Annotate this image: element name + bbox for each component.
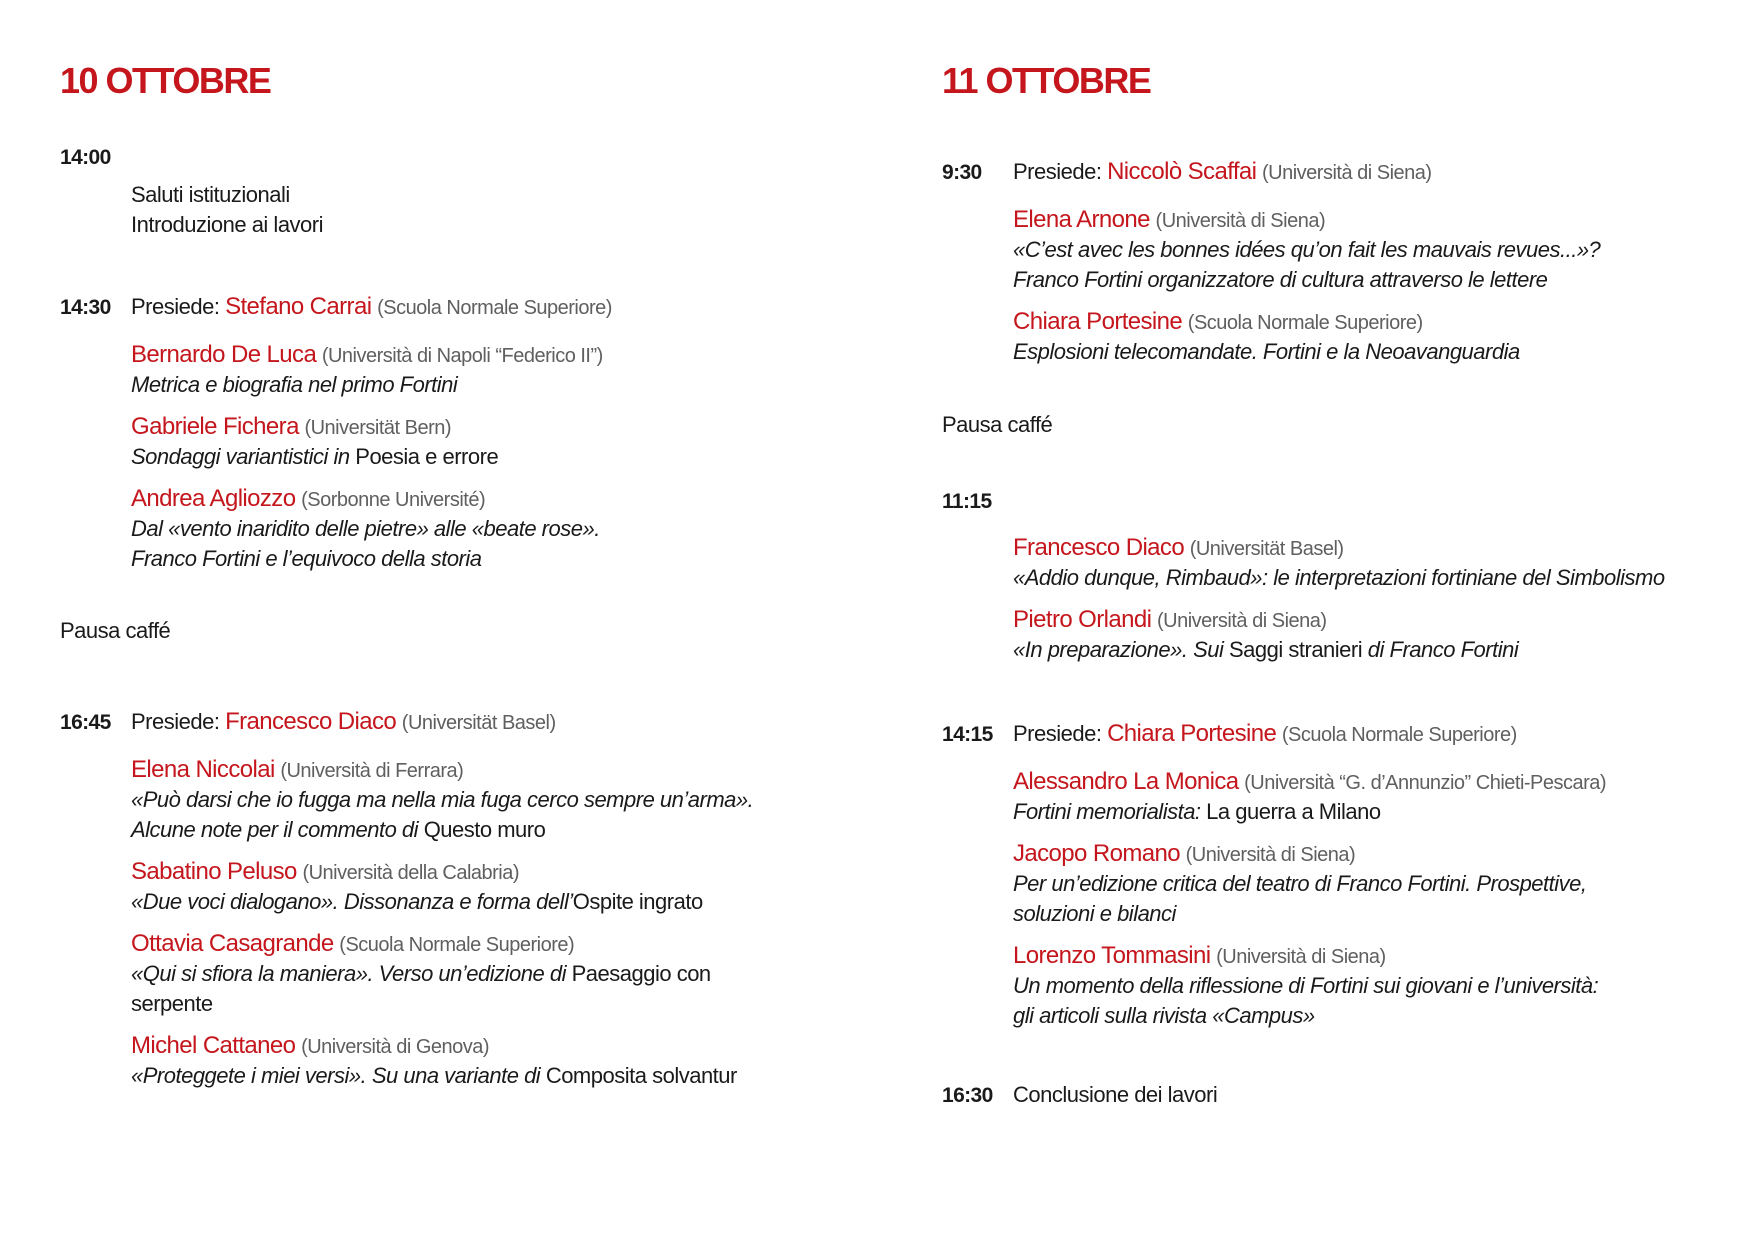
work-title: La guerra a Milano (1206, 799, 1381, 824)
speaker-name: Elena Arnone (1013, 206, 1150, 233)
talk-title (131, 1061, 737, 1091)
talk-title (131, 959, 711, 989)
speaker-affiliation: (Università di Napoli “Federico II”) (321, 345, 603, 367)
speaker-name: Sabatino Peluso (131, 858, 297, 885)
speaker-affiliation: (Università di Siena) (1216, 946, 1386, 968)
talk-title (131, 815, 545, 845)
speaker (1013, 307, 1423, 338)
talk-title-part: Sondaggi variantistici in (131, 444, 350, 469)
session-chair (1013, 719, 1517, 750)
chair-affiliation: (Scuola Normale Superiore) (377, 297, 612, 319)
talk-title: Per un’edizione critica del teatro di Franco Fortini. Prospettive, (1013, 871, 1587, 896)
talk-title: Esplosioni telecomandate. Fortini e la Neoavanguardia (1013, 339, 1520, 364)
speaker-name: Chiara Portesine (1013, 308, 1183, 335)
talk-title: Un momento della riflessione di Fortini sui giovani e l’università: (1013, 973, 1599, 998)
talk-title-part: «Due voci dialogano». Dissonanza e forma dell’ (131, 889, 573, 914)
speaker-affiliation: (Universität Bern) (304, 417, 452, 439)
speaker (131, 929, 574, 960)
time-slot: 16:30 (942, 1084, 993, 1107)
talk-title (1013, 797, 1381, 827)
talk-title: Metrica e biografia nel primo Fortini (131, 372, 458, 397)
session-chair (131, 292, 612, 323)
speaker (1013, 205, 1325, 236)
talk-title-part: Alcune note per il commento di (131, 817, 419, 842)
speaker-affiliation: (Università della Calabria) (302, 862, 520, 884)
chair-affiliation: (Scuola Normale Superiore) (1281, 724, 1517, 746)
work-title: Questo muro (423, 817, 546, 842)
chair-label: Presiede: (1013, 159, 1102, 184)
talk-title: soluzioni e bilanci (1013, 901, 1176, 926)
talk-title: «Può darsi che io fugga ma nella mia fuga cerco sempre un’arma». (131, 787, 754, 812)
speaker (131, 857, 519, 888)
chair-name: Francesco Diaco (225, 708, 397, 735)
talk-title: «C’est avec les bonnes idées qu’on fait les mauvais revues...»? (1013, 237, 1601, 262)
chair-name: Chiara Portesine (1107, 720, 1277, 747)
speaker-name: Bernardo De Luca (131, 341, 317, 368)
talk-title (131, 887, 703, 917)
day-title: 11 OTTOBRE (942, 60, 1151, 101)
speaker (131, 1031, 489, 1062)
talk-title: Franco Fortini organizzatore di cultura attraverso le lettere (1013, 267, 1548, 292)
work-title: Paesaggio con (571, 961, 711, 986)
agenda-item: Saluti istituzionali (131, 182, 290, 207)
speaker-affiliation: (Università di Genova) (301, 1036, 490, 1058)
chair-name: Niccolò Scaffai (1107, 158, 1257, 185)
speaker (131, 755, 463, 786)
speaker-name: Elena Niccolai (131, 756, 275, 783)
day-title: 10 OTTOBRE (60, 60, 271, 101)
work-title: Ospite ingrato (572, 889, 703, 914)
talk-title: «Addio dunque, Rimbaud»: le interpretazioni fortiniane del Simbolismo (1013, 565, 1665, 590)
agenda-item: Introduzione ai lavori (131, 212, 324, 237)
chair-label: Presiede: (131, 294, 220, 319)
speaker-affiliation: (Scuola Normale Superiore) (339, 934, 575, 956)
speaker (131, 484, 485, 515)
chair-affiliation: (Università di Siena) (1262, 162, 1432, 184)
speaker-affiliation: (Università di Siena) (1155, 210, 1326, 232)
speaker (1013, 839, 1355, 870)
session-chair (1013, 157, 1432, 188)
speaker (1013, 767, 1606, 798)
session-chair (131, 707, 556, 738)
coffee-break: Pausa caffé (942, 412, 1053, 437)
speaker-name: Pietro Orlandi (1013, 606, 1152, 633)
chair-label: Presiede: (1013, 721, 1102, 746)
time-slot: 11:15 (942, 490, 992, 513)
chair-label: Presiede: (131, 709, 220, 734)
speaker-name: Jacopo Romano (1013, 840, 1180, 867)
talk-title (1013, 635, 1518, 665)
speaker-name: Lorenzo Tommasini (1013, 942, 1211, 969)
chair-affiliation: (Universität Basel) (401, 712, 556, 734)
talk-title (131, 442, 498, 472)
speaker-affiliation: (Scuola Normale Superiore) (1187, 312, 1423, 334)
talk-title: gli articoli sulla rivista «Campus» (1013, 1003, 1315, 1028)
speaker-name: Gabriele Fichera (131, 413, 299, 440)
talk-title-part: «Proteggete i miei versi». Su una variante di (131, 1063, 541, 1088)
speaker (131, 340, 603, 371)
talk-title: Dal «vento inaridito delle pietre» alle «beate rose». (131, 516, 600, 541)
work-title: serpente (131, 991, 213, 1016)
speaker-name: Alessandro La Monica (1013, 768, 1239, 795)
speaker-affiliation: (Università di Siena) (1185, 844, 1356, 866)
speaker (1013, 605, 1327, 636)
talk-title: Franco Fortini e l’equivoco della storia (131, 546, 482, 571)
work-title: Composita solvantur (545, 1063, 737, 1088)
speaker (131, 412, 451, 443)
time-slot: 14:00 (60, 146, 111, 169)
speaker-name: Michel Cattaneo (131, 1032, 296, 1059)
time-slot: 16:45 (60, 711, 111, 734)
chair-name: Stefano Carrai (225, 293, 372, 320)
speaker-affiliation: (Università di Ferrara) (280, 760, 464, 782)
speaker-name: Andrea Agliozzo (131, 485, 296, 512)
speaker-affiliation: (Università “G. d’Annunzio” Chieti-Pescara) (1244, 772, 1607, 794)
speaker (1013, 941, 1386, 972)
time-slot: 14:15 (942, 723, 993, 746)
speaker-affiliation: (Sorbonne Université) (301, 489, 486, 511)
time-slot: 14:30 (60, 296, 111, 319)
speaker (1013, 533, 1344, 564)
talk-title-part: «In preparazione». Sui (1013, 637, 1224, 662)
agenda-item: Conclusione dei lavori (1013, 1082, 1218, 1107)
coffee-break: Pausa caffé (60, 618, 171, 643)
talk-title-part: Fortini memorialista: (1013, 799, 1201, 824)
talk-title-part: «Qui si sfiora la maniera». Verso un’edizione di (131, 961, 566, 986)
talk-title-part: di Franco Fortini (1367, 637, 1519, 662)
speaker-affiliation: (Universität Basel) (1189, 538, 1344, 560)
time-slot: 9:30 (942, 161, 982, 184)
speaker-affiliation: (Università di Siena) (1156, 610, 1327, 632)
work-title: Poesia e errore (355, 444, 499, 469)
work-title: Saggi stranieri (1229, 637, 1363, 662)
speaker-name: Ottavia Casagrande (131, 930, 334, 957)
speaker-name: Francesco Diaco (1013, 534, 1185, 561)
